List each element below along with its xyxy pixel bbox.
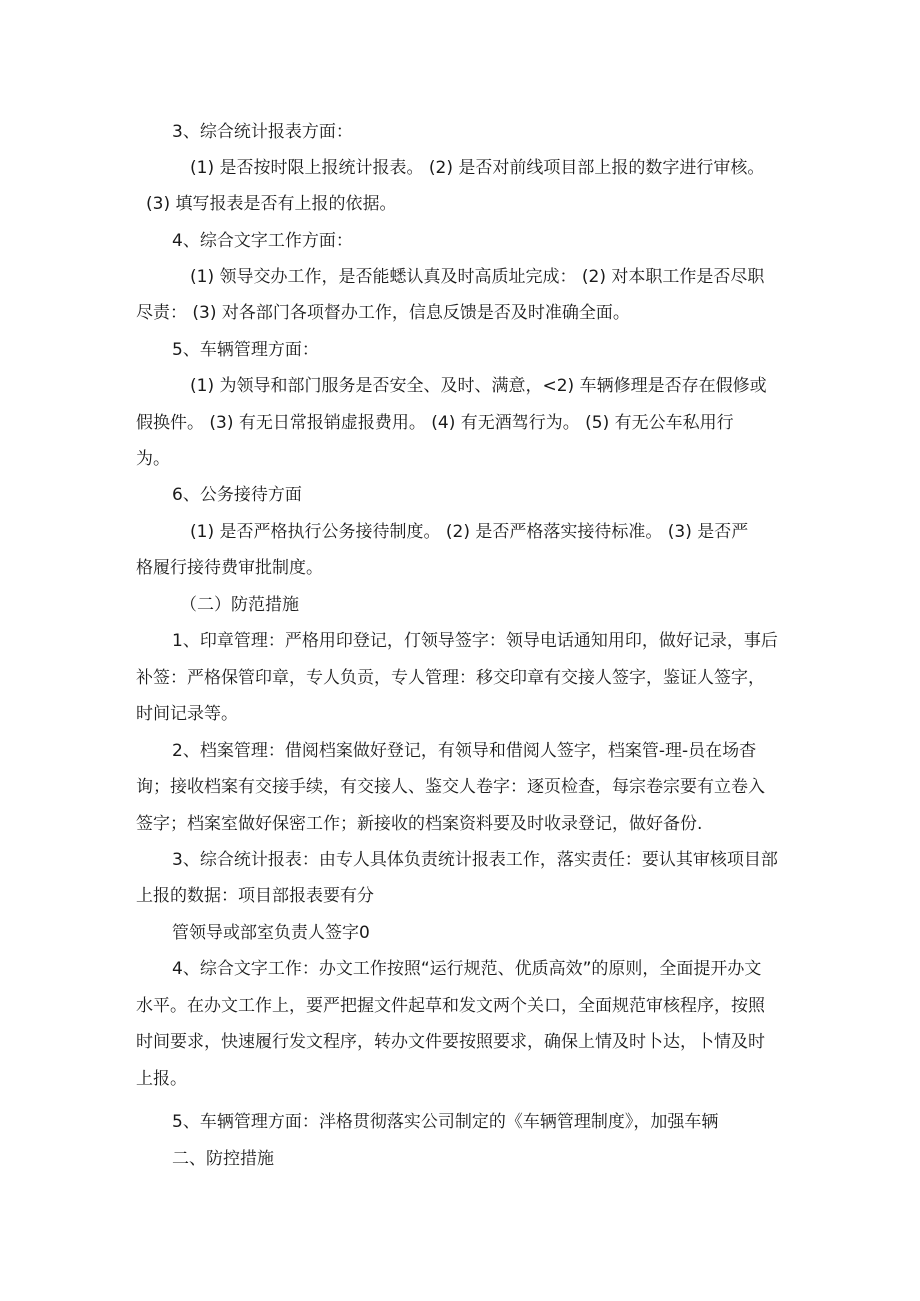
text-line: 补签：严格保管印章，专人负贡，专人管理：移交印章有交接人签字，鉴证人签字， (136, 668, 765, 688)
text-line: 5、车辆管理方面： (172, 340, 319, 360)
text-line: 时间要求，快速履行发文程序，转办文件要按照要求，确保上情及时卜达，卜情及时 (136, 1032, 765, 1052)
section-heading: 二、防控措施 (172, 1149, 274, 1169)
text-line: 1、印章管理：严格用印登记，仃领导签字：领导电话通知用印，做好记录，事后 (172, 631, 778, 651)
text-line: 尽责： (3) 对各部门各项督办工作，信息反馈是否及时准确全面。 (136, 303, 630, 323)
text-line: 4、综合文字工作方面： (172, 231, 353, 251)
text-line: 4、综合文字工作：办文工作按照“运行规范、优质高效”的原则，全面提开办文 (172, 959, 762, 979)
text-line: (1) 为领导和部门服务是否安全、及时、满意，<2) 车辆修理是否存在假修或 (190, 376, 767, 396)
text-line: (3) 填写报表是否有上报的依据。 (146, 194, 397, 214)
text-line: 时间记录等。 (136, 704, 238, 724)
text-line: 上报。 (136, 1069, 187, 1089)
section-heading: （二）防范措施 (180, 595, 299, 615)
text-line: 水平。在办文工作上，要严把握文件起草和发文两个关口，全面规范审核程序，按照 (136, 996, 765, 1016)
text-line: 格履行接待费审批制度。 (136, 558, 323, 578)
text-line: 为。 (136, 449, 170, 469)
text-line: 询；接收档案有交接手续，有交接人、鉴交人卷字：逐页检查，每宗卷宗要有立卷入 (136, 777, 765, 797)
text-line: 假换件。 (3) 有无日常报销虚报费用。 (4) 有无酒驾行为。 (5) 有无公车私用行 (136, 413, 734, 433)
text-line: 3、综合统计报表方面： (172, 122, 353, 142)
text-line: 6、公务接待方面 (172, 485, 302, 505)
text-line: 上报的数据：项目部报表要有分 (136, 886, 374, 906)
text-line: 管领导或部室负责人签字0 (172, 923, 370, 943)
text-line: 3、综合统计报表：由专人具体负责统计报表工作，落实责任：要认其审核项目部 (172, 850, 778, 870)
text-line: 5、车辆管理方面：泮格贯彻落实公司制定的《车辆管理制度》，加强车辆 (172, 1112, 719, 1132)
text-line: 2、档案管理：借阅档案做好登记，有领导和借阅人签字，档案管-理-员在场杳 (172, 741, 757, 761)
text-line: (1) 领导交办工作，是否能蟋认真及时高质址完成： (2) 对本职工作是否尽职 (190, 267, 765, 287)
text-line: 签字；档案室做好保密工作；新接收的档案资料要及时收录登记，做好备份. (136, 814, 703, 834)
text-line: (1) 是否按时限上报统计报表。 (2) 是否对前线项目部上报的数字进行审核。 (190, 158, 765, 178)
text-line: (1) 是否严格执行公务接待制度。 (2) 是否严格落实接待标准。 (3) 是否严 (190, 522, 749, 542)
